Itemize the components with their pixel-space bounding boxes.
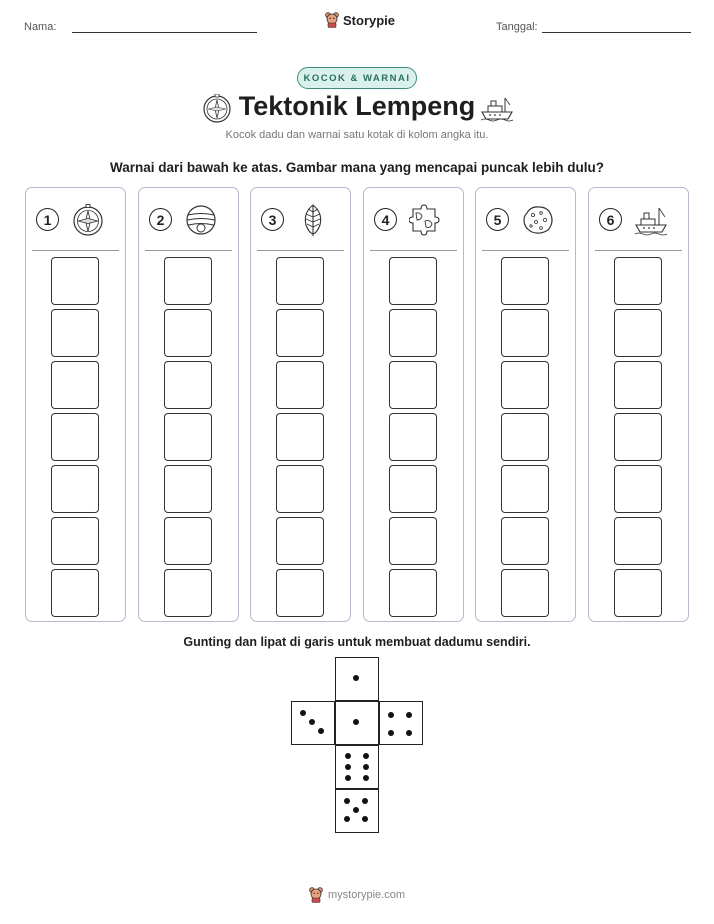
ship-icon [634,203,668,237]
color-box[interactable] [164,309,212,357]
column-divider [32,250,119,251]
die-pip [388,712,394,718]
die-pip [345,753,351,759]
column-header [26,188,125,250]
column-6 [588,187,689,622]
number-circle: 6 [599,208,622,231]
color-box[interactable] [51,413,99,461]
color-box[interactable] [501,465,549,513]
column-divider [595,250,682,251]
brand-logo [325,12,395,28]
die-pip [353,719,359,725]
fern-leaf-icon [296,203,330,237]
color-box[interactable] [614,309,662,357]
instruction-text: Warnai dari bawah ke atas. Gambar mana yang mencapai puncak lebih dulu? [110,160,604,175]
color-box[interactable] [51,309,99,357]
die-pip [309,719,315,725]
die-pip [345,775,351,781]
column-3 [250,187,351,622]
column-header [589,188,688,250]
die-face-top[interactable] [335,657,379,701]
die-pip [406,712,412,718]
die-pip [344,798,350,804]
color-box[interactable] [276,517,324,565]
column-5 [475,187,576,622]
bear-logo-icon [325,12,339,28]
color-box[interactable] [51,361,99,409]
color-box[interactable] [614,413,662,461]
color-box[interactable] [276,413,324,461]
rock-icon [521,203,555,237]
color-box[interactable] [164,257,212,305]
die-pip [362,798,368,804]
color-box[interactable] [164,569,212,617]
color-box[interactable] [389,361,437,409]
column-header [476,188,575,250]
die-face-right[interactable] [379,701,423,745]
activity-badge: KOCOK & WARNAI [297,67,417,89]
column-header [139,188,238,250]
die-pip [353,807,359,813]
color-box[interactable] [276,361,324,409]
page-title: Tektonik Lempeng [238,91,476,121]
color-box[interactable] [164,361,212,409]
die-face-back[interactable] [335,789,379,833]
column-divider [370,250,457,251]
die-pip [363,753,369,759]
color-box[interactable] [614,465,662,513]
die-pip [406,730,412,736]
name-line[interactable] [72,32,257,33]
color-box[interactable] [51,569,99,617]
die-pip [344,816,350,822]
color-box[interactable] [389,465,437,513]
die-pip [362,816,368,822]
compass-icon [71,203,105,237]
number-circle: 2 [149,208,172,231]
planet-icon [184,203,218,237]
bear-logo-icon [309,887,323,903]
color-box[interactable] [614,361,662,409]
color-box[interactable] [276,465,324,513]
column-header [251,188,350,250]
die-face-left[interactable] [291,701,335,745]
number-circle: 4 [374,208,397,231]
color-box[interactable] [389,413,437,461]
number-circle: 3 [261,208,284,231]
die-pip [363,764,369,770]
die-pip [300,710,306,716]
die-pip [388,730,394,736]
column-2 [138,187,239,622]
date-line[interactable] [542,32,691,33]
color-box[interactable] [164,517,212,565]
color-box[interactable] [614,257,662,305]
number-circle: 5 [486,208,509,231]
color-box[interactable] [614,517,662,565]
column-header [364,188,463,250]
date-label: Tanggal: [496,21,538,33]
cut-instruction: Gunting dan lipat di garis untuk membuat dadumu sendiri. [183,635,531,649]
color-box[interactable] [51,257,99,305]
color-box[interactable] [51,517,99,565]
number-circle: 1 [36,208,59,231]
color-box[interactable] [389,257,437,305]
color-box[interactable] [501,517,549,565]
color-box[interactable] [501,413,549,461]
die-face-bottom[interactable] [335,745,379,789]
color-box[interactable] [164,465,212,513]
column-divider [145,250,232,251]
color-box[interactable] [389,517,437,565]
color-box[interactable] [501,309,549,357]
color-box[interactable] [51,465,99,513]
column-divider [482,250,569,251]
color-box[interactable] [164,413,212,461]
die-pip [318,728,324,734]
color-box[interactable] [389,309,437,357]
color-box[interactable] [276,569,324,617]
color-box[interactable] [276,309,324,357]
color-box[interactable] [501,361,549,409]
puzzle-globe-icon [409,203,443,237]
color-box[interactable] [389,569,437,617]
die-pip [353,675,359,681]
color-box[interactable] [276,257,324,305]
brand-name: Storypie [343,12,396,28]
die-pip [345,764,351,770]
color-box[interactable] [501,569,549,617]
color-box[interactable] [614,569,662,617]
die-pip [363,775,369,781]
name-label: Nama: [24,21,57,33]
color-box[interactable] [501,257,549,305]
column-1 [25,187,126,622]
column-divider [257,250,344,251]
column-4 [363,187,464,622]
ship-icon [480,92,514,122]
footer [0,887,714,903]
die-face-center[interactable] [335,701,379,745]
page-subtitle: Kocok dadu dan warnai satu kotak di kolom angka itu. [225,129,489,141]
footer-site[interactable]: mystorypie.com [327,889,406,901]
